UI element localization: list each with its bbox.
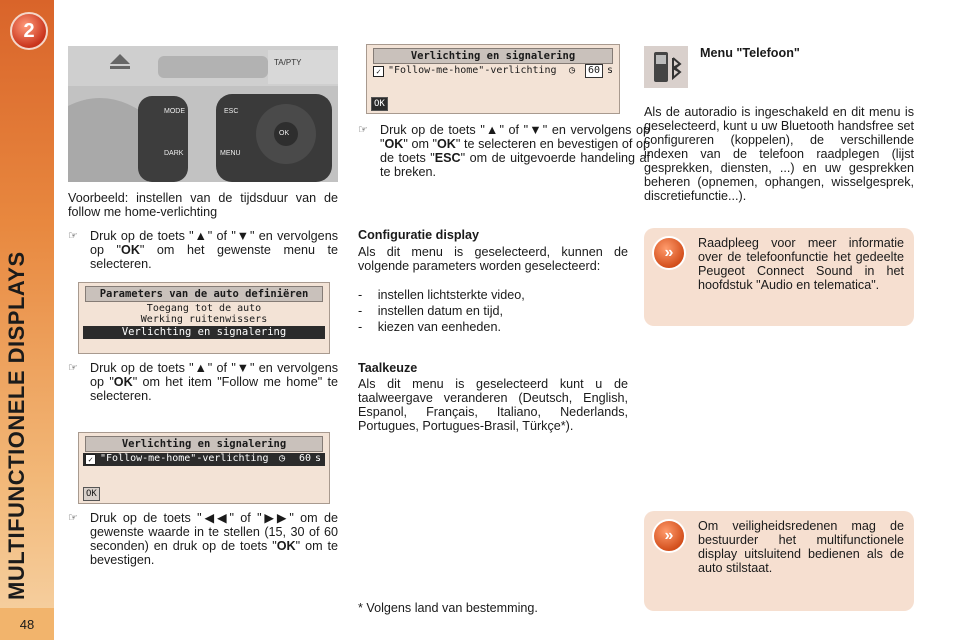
info-box-safety: [644, 511, 914, 611]
screen-lighting-2: [366, 44, 620, 114]
chevron-right-icon: »: [652, 519, 686, 553]
screen-title: Verlichting en signalering: [373, 48, 613, 64]
duration-value: 60: [585, 64, 603, 78]
page-number: 48: [0, 608, 54, 640]
down-arrow-icon: ▼: [235, 361, 250, 375]
duration-unit: s: [606, 65, 613, 76]
screen-row: Toegang tot de auto: [146, 303, 262, 314]
up-arrow-icon: ▲: [484, 123, 500, 137]
phone-bluetooth-icon: [644, 46, 688, 88]
step-select-item: ☞ Druk op de toets "▲" of "▼" en vervolgens op "OK" om het item "Follow me home" te selecteren.: [68, 361, 338, 403]
down-arrow-icon: ▼: [528, 123, 543, 137]
photo-label-menu: MENU: [220, 150, 241, 157]
checkbox-icon: ✓: [373, 66, 384, 77]
clock-icon: ◷: [278, 453, 285, 464]
info-text: Om veiligheidsredenen mag de bestuurder het multifunctionele display uitsluitend bedienen als de auto stilstaat.: [698, 519, 904, 575]
config-item: - kiezen van eenheden.: [358, 320, 501, 334]
config-item: - instellen datum en tijd,: [358, 304, 504, 318]
step-confirm: ☞ Druk op de toets "▲" of "▼" en vervolgens op "OK" om "OK" te selecteren en bevestigen of op de toets "ESC" om de uitgevoerde handeling af te breken.: [358, 123, 650, 179]
duration-value: 60: [298, 453, 311, 464]
screen-row: Werking ruitenwissers: [140, 314, 268, 325]
control-panel-photo: [68, 46, 338, 182]
photo-label-mode: MODE: [164, 108, 185, 115]
photo-label-ok: OK: [279, 130, 290, 137]
hand-pointer-icon: ☞: [68, 512, 78, 524]
screen-row: "Follow-me-home"-verlichting: [388, 65, 557, 76]
info-text: Raadpleeg voor meer informatie over de telefoonfunctie het gedeelte Peugeot Connect Sound in het hoofdstuk "Audio en telematica".: [698, 236, 904, 292]
config-item: - instellen lichtsterkte video,: [358, 288, 525, 302]
hand-pointer-icon: ☞: [68, 230, 78, 242]
rewind-icon: ◀◀: [201, 511, 230, 525]
clock-icon: ◷: [568, 65, 575, 76]
step-select-menu: ☞ Druk op de toets "▲" of "▼" en vervolgens op "OK" om het gewenste menu te selecteren.: [68, 229, 339, 271]
down-arrow-icon: ▼: [235, 229, 250, 243]
example-caption: Voorbeeld: instellen van de tijdsduur van de follow me home-verlichting: [68, 191, 338, 219]
step-set-value: ☞ Druk op de toets "◀◀" of "▶▶" om de gewenste waarde in te stellen (15, 30 of 60 seconden) en druk op de toets "OK" om te bevestigen.: [68, 511, 339, 567]
chapter-badge: 2: [10, 12, 48, 50]
photo-label-esc: ESC: [224, 108, 239, 115]
ok-chip-selected: OK: [371, 97, 388, 111]
fast-forward-icon: ▶▶: [261, 511, 290, 525]
up-arrow-icon: ▲: [193, 229, 208, 243]
phone-menu-heading: Menu "Telefoon": [700, 46, 800, 60]
config-heading: Configuratie display: [358, 228, 480, 242]
screen-parameters: [78, 282, 330, 354]
screen-title: Parameters van de auto definiëren: [85, 286, 323, 302]
config-intro: Als dit menu is geselecteerd, kunnen de volgende parameters worden geselecteerd:: [358, 245, 628, 273]
hand-pointer-icon: ☞: [68, 362, 78, 374]
photo-label-ta-pty: TA/PTY: [274, 58, 302, 67]
up-arrow-icon: ▲: [193, 361, 208, 375]
chevron-right-icon: »: [652, 236, 686, 270]
screen-lighting-1: [78, 432, 330, 504]
sidebar: [0, 0, 54, 640]
language-heading: Taalkeuze: [358, 361, 418, 375]
screen-title: Verlichting en signalering: [85, 436, 323, 452]
phone-menu-body: Als de autoradio is ingeschakeld en dit menu is geselecteerd, kunt u uw Bluetooth handsfree set configureren (koppelen), de verschillende indexen van de telefoon raadplegen (lijst gesprekken, diensten, ...) en uw gesprekken beheren (opnemen, ophangen, wisselgesprek, discretiefunctie...).: [644, 105, 914, 203]
duration-unit: s: [314, 453, 321, 464]
screen-row: "Follow-me-home"-verlichting: [100, 453, 269, 464]
side-title: MULTIFUNCTIONELE DISPLAYS: [4, 251, 29, 600]
language-body: Als dit menu is geselecteerd kunt u de taalweergave veranderen (Deutsch, English, Espanol, Français, Italiano, Nederlands, Portugues, Portugues-Brasil, Türkçe*).: [358, 377, 628, 433]
ok-chip: OK: [83, 487, 100, 501]
photo-label-dark: DARK: [164, 150, 184, 157]
checkbox-icon: ✓: [85, 454, 96, 465]
hand-pointer-icon: ☞: [358, 124, 368, 136]
info-box-telephone: [644, 228, 914, 326]
footnote: * Volgens land van bestemming.: [358, 601, 538, 615]
screen-selected-row: Verlichting en signalering: [83, 326, 325, 339]
